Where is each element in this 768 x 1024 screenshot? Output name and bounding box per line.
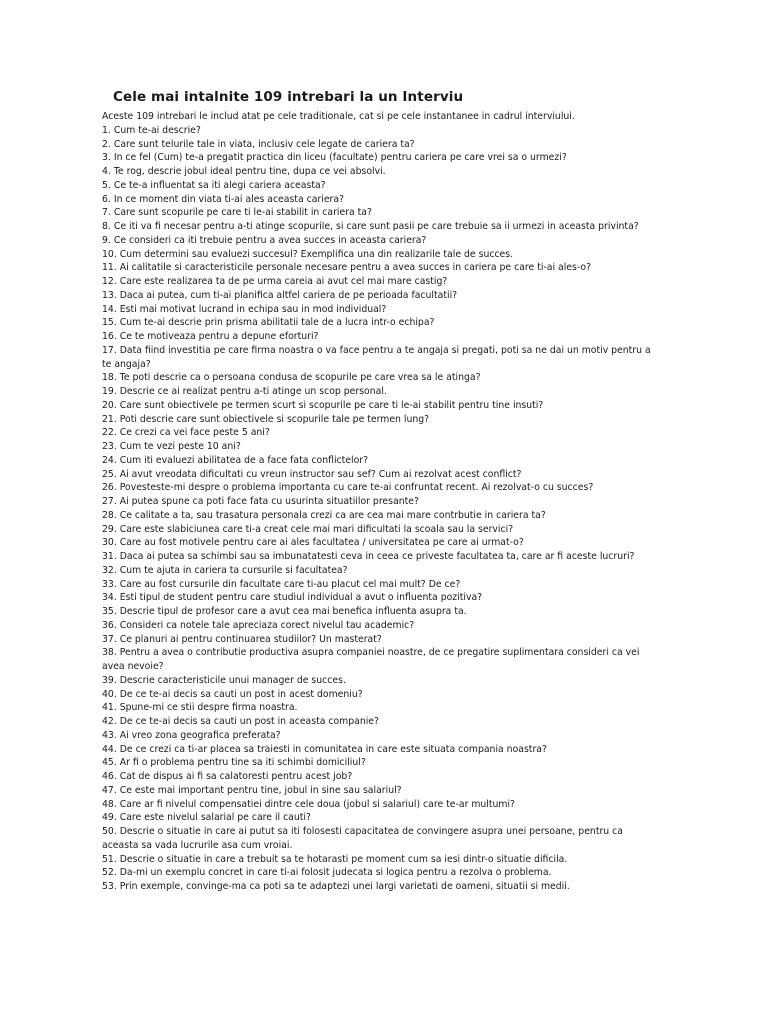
question-item: 50. Descrie o situatie in care ai putut sa iti folosesti capacitatea de convingere asupra unei persoane, pentru ca aceasta sa vada lucrurile asa cum vroiai. (102, 826, 623, 851)
question-item: 2. Care sunt telurile tale in viata, inclusiv cele legate de cariera ta? (102, 138, 415, 150)
question-item: 28. Ce calitate a ta, sau trasatura personala crezi ca are cea mai mare contrbutie in cariera ta? (102, 509, 546, 521)
question-list (102, 124, 662, 894)
question-item: 40. De ce te-ai decis sa cauti un post in acest domeniu? (102, 688, 363, 700)
question-item: 36. Consideri ca notele tale apreciaza corect nivelul tau academic? (102, 619, 415, 631)
question-item: 42. De ce te-ai decis sa cauti un post in aceasta companie? (102, 716, 379, 727)
question-item: 9. Ce consideri ca iti trebuie pentru a avea succes in aceasta cariera? (102, 234, 427, 246)
question-item: 25. Ai avut vreodata dificultati cu vreun instructor sau sef? Cum ai rezolvat acest conflict? (102, 468, 522, 480)
document-body (102, 110, 662, 894)
question-item: 46. Cat de dispus ai fi sa calatoresti pentru acest job? (102, 771, 353, 782)
question-item: 48. Care ar fi nivelul compensatiei dintre cele doua (jobul si salariul) care te-ar multumi? (102, 798, 515, 810)
question-item: 38. Pentru a avea o contributie productiva asupra companiei noastre, de ce pregatire suplimentara consideri ca vei avea nevoie? (102, 647, 640, 672)
question-item: 52. Da-mi un exemplu concret in care ti-ai folosit judecata si logica pentru a rezolva o problema. (102, 867, 552, 879)
question-item: 41. Spune-mi ce stii despre firma noastra. (102, 702, 298, 714)
question-item: 11. Ai calitatile si caracteristicile personale necesare pentru a avea succes in cariera pe care ti-ai ales-o? (102, 262, 592, 274)
question-item: 29. Care este slabiciunea care ti-a creat cele mai mari dificultati la scoala sau la servici? (102, 523, 514, 535)
question-item: 22. Ce crezi ca vei face peste 5 ani? (102, 427, 270, 439)
question-item: 23. Cum te vezi peste 10 ani? (102, 441, 241, 452)
question-item: 6. In ce moment din viata ti-ai ales aceasta cariera? (102, 193, 344, 205)
question-item: 5. Ce te-a influentat sa iti alegi cariera aceasta? (102, 179, 326, 191)
question-item: 10. Cum determini sau evaluezi succesul? Exemplifica una din realizarile tale de succes. (102, 248, 514, 260)
question-item: 12. Care este realizarea ta de pe urma careia ai avut cel mai mare castig? (102, 276, 448, 287)
question-item: 34. Esti tipul de student pentru care studiul individual a avut o influenta pozitiva? (102, 592, 483, 604)
question-item: 7. Care sunt scopurile pe care ti le-ai stabilit in cariera ta? (102, 207, 372, 219)
question-item: 20. Care sunt obiectivele pe termen scurt si scopurile pe care ti le-ai stabilit pentru tine insuti? (102, 399, 544, 411)
question-item: 17. Data fiind investitia pe care firma noastra o va face pentru a te angaja si pregati, poti sa ne dai un motiv pentru a te angaja? (102, 344, 651, 370)
question-item: 32. Cum te ajuta in cariera ta cursurile si facultatea? (102, 564, 348, 576)
document-title: Cele mai intalnite 109 intrebari la un Interviu (113, 89, 464, 105)
question-item: 24. Cum iti evaluezi abilitatea de a face fata conflictelor? (102, 454, 369, 466)
question-item: 30. Care au fost motivele pentru care ai ales facultatea / universitatea pe care ai urmat-o? (102, 537, 524, 549)
intro-paragraph: Aceste 109 intrebari le includ atat pe cele traditionale, cat si pe cele instantanee in cadrul interviului. (102, 111, 575, 122)
question-item: 44. De ce crezi ca ti-ar placea sa traiesti in comunitatea in care este situata compania noastra? (102, 743, 547, 755)
question-item: 19. Descrie ce ai realizat pentru a-ti atinge un scop personal. (102, 386, 387, 397)
question-item: 27. Ai putea spune ca poti face fata cu usurinta situatiilor presante? (102, 496, 419, 507)
question-item: 33. Care au fost cursurile din facultate care ti-au placut cel mai mult? De ce? (102, 578, 461, 590)
question-item: 43. Ai vreo zona geografica preferata? (102, 729, 281, 741)
question-item: 45. Ar fi o problema pentru tine sa iti schimbi domiciliul? (102, 757, 366, 769)
question-item: 14. Esti mai motivat lucrand in echipa sau in mod individual? (102, 303, 387, 315)
question-item: 49. Care este nivelul salarial pe care il cauti? (102, 812, 311, 824)
question-item: 35. Descrie tipul de profesor care a avut cea mai benefica influenta asupra ta. (102, 606, 467, 617)
question-item: 47. Ce este mai important pentru tine, jobul in sine sau salariul? (102, 784, 402, 796)
question-item: 37. Ce planuri ai pentru continuarea studiilor? Un masterat? (102, 633, 382, 645)
question-item: 26. Povesteste-mi despre o problema importanta cu care te-ai confruntat recent. Ai rezolvat-o cu succes? (102, 482, 594, 494)
question-item: 15. Cum te-ai descrie prin prisma abilitatii tale de a lucra intr-o echipa? (102, 317, 435, 329)
question-item: 13. Daca ai putea, cum ti-ai planifica altfel cariera de pe perioada facultatii? (102, 289, 458, 301)
question-item: 1. Cum te-ai descrie? (102, 124, 201, 136)
question-item: 21. Poti descrie care sunt obiectivele si scopurile tale pe termen lung? (102, 413, 430, 425)
question-item: 53. Prin exemple, convinge-ma ca poti sa te adaptezi unei largi varietati de oameni, situatii si medii. (102, 881, 570, 892)
question-item: 18. Te poti descrie ca o persoana condusa de scopurile pe care vrea sa le atinga? (102, 372, 481, 384)
question-item: 8. Ce iti va fi necesar pentru a-ti atinge scopurile, si care sunt pasii pe care trebuie sa ii urmezi in aceasta privinta? (102, 221, 639, 232)
question-item: 16. Ce te motiveaza pentru a depune eforturi? (102, 331, 319, 342)
question-item: 51. Descrie o situatie in care a trebuit sa te hotarasti pe moment cum sa iesi dintr-o situatie dificila. (102, 853, 568, 865)
question-item: 3. In ce fel (Cum) te-a pregatit practica din liceu (facultate) pentru cariera pe care vrei sa o urmezi? (102, 152, 567, 164)
question-item: 31. Daca ai putea sa schimbi sau sa imbunatatesti ceva in ceea ce priveste facultatea ta, care ar fi aceste lucruri? (102, 551, 635, 562)
question-item: 4. Te rog, descrie jobul ideal pentru tine, dupa ce vei absolvi. (102, 166, 386, 177)
question-item: 39. Descrie caracteristicile unui manager de succes. (102, 674, 346, 686)
